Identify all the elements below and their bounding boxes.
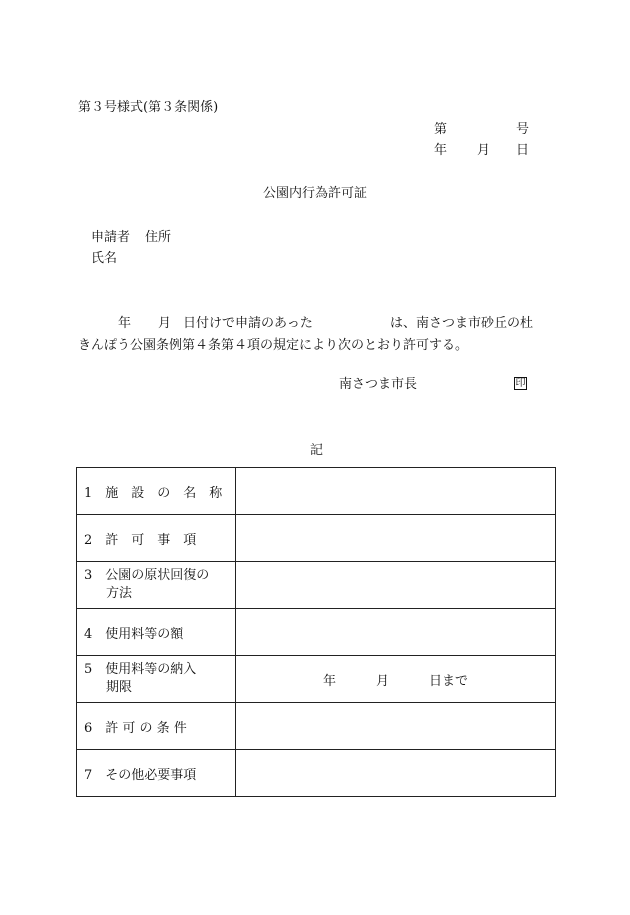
document-title: 公園内行為許可証 xyxy=(263,186,368,201)
item-label-text: 1 施 設 の 名 称 xyxy=(84,485,223,501)
item-label-text: 3 公園の原状回復の xyxy=(84,568,210,584)
item-label-text-2: 方法 xyxy=(106,586,133,601)
item-label-text: 7 その他必要事項 xyxy=(84,767,197,783)
table-row xyxy=(77,468,556,515)
body-year: 年 xyxy=(118,316,132,331)
item-label-text: 4 使用料等の額 xyxy=(84,626,184,642)
date-year: 年 xyxy=(434,143,448,158)
item-value[interactable] xyxy=(236,562,556,609)
table-row xyxy=(77,562,556,609)
name-label: 氏名 xyxy=(91,251,118,266)
item-label-text-2: 期限 xyxy=(106,680,133,695)
number-suffix: 号 xyxy=(516,122,530,137)
mayor-signature: 南さつま市長 xyxy=(339,377,418,392)
item-label-text: 5 使用料等の納入 xyxy=(84,662,197,678)
item-label xyxy=(77,562,236,609)
item-label-text: 2 許 可 事 項 xyxy=(84,532,197,548)
item-label xyxy=(77,703,236,750)
number-prefix: 第 xyxy=(434,122,448,137)
deadline-month: 月 xyxy=(375,673,389,689)
table-row xyxy=(77,515,556,562)
table-row xyxy=(77,750,556,797)
item-label xyxy=(77,515,236,562)
table-row xyxy=(77,609,556,656)
item-value[interactable] xyxy=(236,750,556,797)
form-number: 第３号様式(第３条関係) xyxy=(78,100,219,115)
deadline-day: 日まで xyxy=(429,673,469,689)
body-day-text: 日付けで申請のあった xyxy=(183,316,313,331)
table-row xyxy=(77,703,556,750)
body-line-2: きんぽう公園条例第４条第４項の規定により次のとおり許可する。 xyxy=(78,338,469,353)
item-value[interactable] xyxy=(236,609,556,656)
item-value[interactable] xyxy=(236,703,556,750)
body-subject-text: は、南さつま市砂丘の杜 xyxy=(390,316,534,331)
item-label-text: 6 許 可 の 条 件 xyxy=(84,720,187,736)
date-month: 月 xyxy=(477,143,491,158)
item-value[interactable] xyxy=(236,515,556,562)
applicant-label: 申請者 xyxy=(91,230,131,245)
seal-mark: 印 xyxy=(515,378,526,389)
date-day: 日 xyxy=(516,143,530,158)
body-month: 月 xyxy=(158,316,172,331)
item-value[interactable] xyxy=(236,468,556,515)
item-label xyxy=(77,468,236,515)
item-label xyxy=(77,656,236,703)
ki-heading: 記 xyxy=(310,443,324,458)
item-label xyxy=(77,750,236,797)
item-value[interactable] xyxy=(236,656,556,703)
deadline-year: 年 xyxy=(322,673,336,689)
table-row xyxy=(77,656,556,703)
item-label xyxy=(77,609,236,656)
items-table xyxy=(76,467,556,797)
address-label: 住所 xyxy=(145,230,172,245)
